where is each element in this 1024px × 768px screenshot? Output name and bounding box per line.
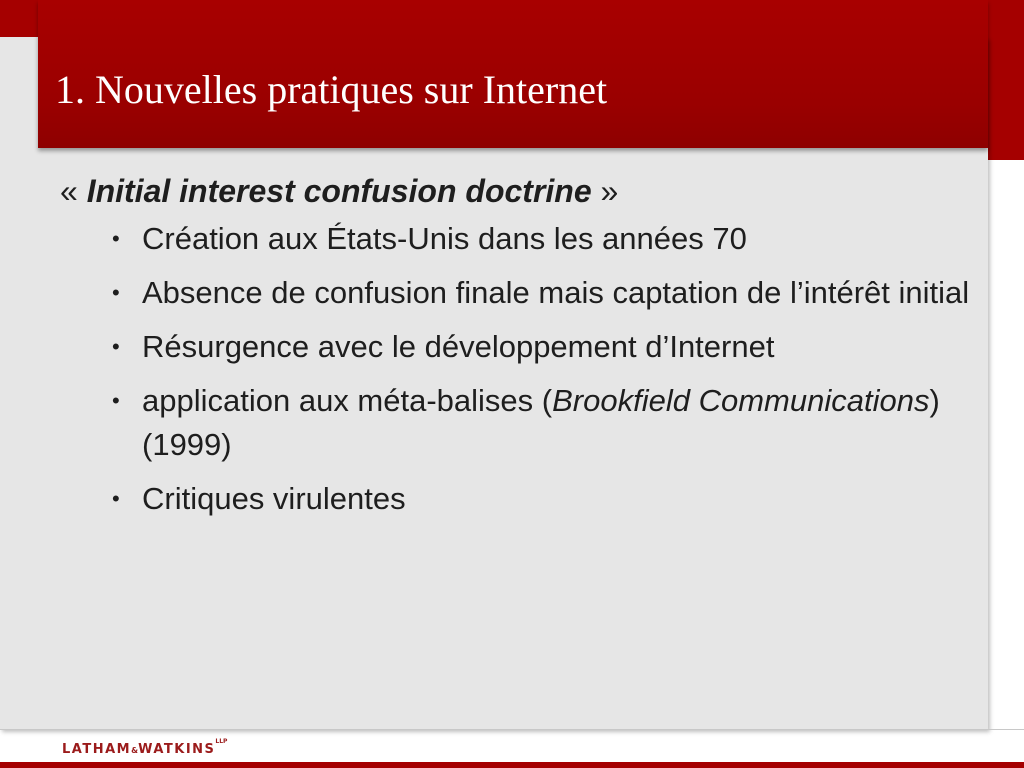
heading-term: Initial interest confusion doctrine <box>86 173 592 209</box>
bullet-item <box>108 477 980 521</box>
bullet-icon: • <box>112 388 120 413</box>
open-quote: « <box>60 173 87 209</box>
bullet-icon: • <box>112 280 120 305</box>
case-name: Brookfield Communications <box>552 383 930 418</box>
bullet-text: Création aux États-Unis dans les années 70 <box>142 221 747 256</box>
bullet-item <box>108 379 980 467</box>
bullet-text-post: ) (1999) <box>142 383 940 462</box>
slide-content <box>60 167 980 531</box>
bullet-icon: • <box>112 226 120 251</box>
latham-watkins-logo: $LATHAM\&WATKINS^{LLP}$ <box>62 738 228 757</box>
footer-divider <box>0 729 1024 730</box>
right-red-strip <box>988 0 1024 160</box>
heading <box>60 167 980 215</box>
bullet-item <box>108 325 980 369</box>
bullet-item <box>108 271 980 315</box>
bullet-text: Résurgence avec le développement d’Internet <box>142 329 775 364</box>
bullet-list <box>60 217 980 521</box>
slide-title: 1. Nouvelles pratiques sur Internet <box>55 67 608 112</box>
bullet-text: Critiques virulentes <box>142 481 406 516</box>
bullet-icon: • <box>112 486 120 511</box>
bullet-item <box>108 217 980 261</box>
bullet-text-pre: application aux méta-balises ( <box>142 383 553 418</box>
bottom-red-strip <box>0 762 1024 768</box>
close-quote: » <box>591 173 619 209</box>
bullet-icon: • <box>112 334 120 359</box>
bullet-text: Absence de confusion finale mais captation de l’intérêt initial <box>142 275 970 310</box>
